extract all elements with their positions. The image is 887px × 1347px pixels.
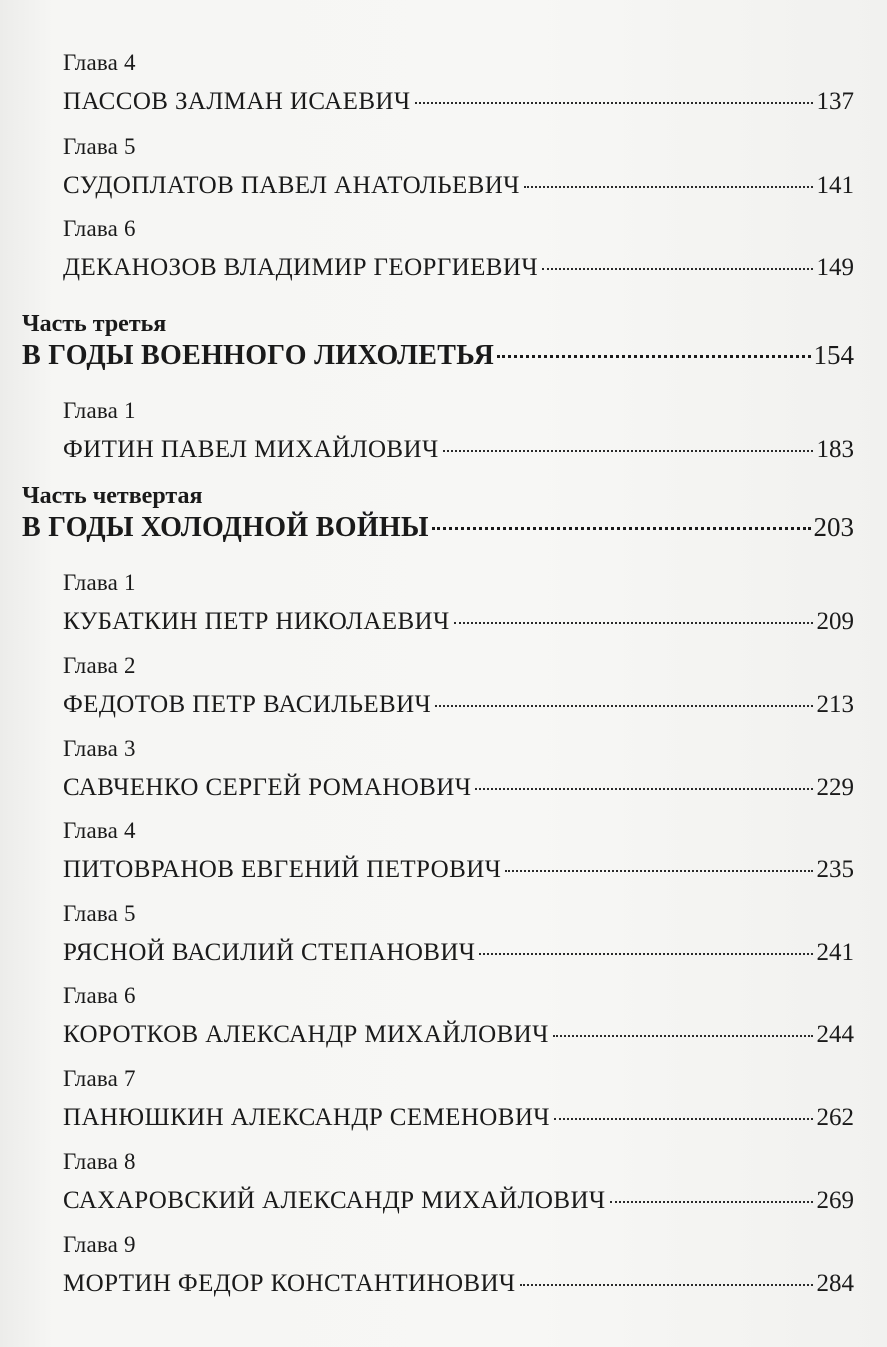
entry-title: САВЧЕНКО СЕРГЕЙ РОМАНОВИЧ bbox=[63, 774, 472, 801]
dot-leader bbox=[497, 355, 810, 358]
dot-leader bbox=[553, 1035, 813, 1037]
dot-leader bbox=[520, 1284, 813, 1286]
dot-leader bbox=[524, 186, 813, 188]
toc-entry[interactable] bbox=[63, 172, 854, 200]
page-number: 213 bbox=[816, 691, 854, 718]
chapter-label: Глава 7 bbox=[63, 1066, 136, 1091]
chapter-label: Глава 2 bbox=[63, 653, 136, 678]
toc-entry[interactable] bbox=[63, 436, 854, 464]
dot-leader bbox=[432, 527, 811, 530]
dot-leader bbox=[610, 1201, 813, 1203]
dot-leader bbox=[475, 788, 812, 790]
entry-title: ФИТИН ПАВЕЛ МИХАЙЛОВИЧ bbox=[63, 436, 439, 463]
page-number: 235 bbox=[816, 856, 854, 883]
entry-title: ФЕДОТОВ ПЕТР ВАСИЛЬЕВИЧ bbox=[63, 691, 432, 718]
page-number: 241 bbox=[816, 939, 854, 966]
page-number: 203 bbox=[813, 512, 854, 542]
entry-title: СУДОПЛАТОВ ПАВЕЛ АНАТОЛЬЕВИЧ bbox=[63, 172, 520, 199]
page-number: 269 bbox=[816, 1187, 854, 1214]
chapter-label: Глава 1 bbox=[63, 398, 136, 423]
toc-entry[interactable] bbox=[63, 939, 854, 967]
toc-entry[interactable] bbox=[63, 691, 854, 719]
dot-leader bbox=[479, 953, 812, 955]
page-number: 229 bbox=[816, 774, 854, 801]
dot-leader bbox=[454, 622, 813, 624]
entry-title: МОРТИН ФЕДОР КОНСТАНТИНОВИЧ bbox=[63, 1270, 516, 1297]
entry-title: ПАНЮШКИН АЛЕКСАНДР СЕМЕНОВИЧ bbox=[63, 1104, 550, 1131]
page-number: 262 bbox=[816, 1104, 854, 1131]
entry-title: КОРОТКОВ АЛЕКСАНДР МИХАЙЛОВИЧ bbox=[63, 1021, 549, 1048]
page-number: 244 bbox=[816, 1021, 854, 1048]
toc-entry[interactable] bbox=[63, 1270, 854, 1298]
entry-title: РЯСНОЙ ВАСИЛИЙ СТЕПАНОВИЧ bbox=[63, 939, 476, 966]
page-number: 209 bbox=[816, 608, 854, 635]
chapter-label: Глава 3 bbox=[63, 736, 136, 761]
dot-leader bbox=[505, 870, 812, 872]
chapter-label: Глава 1 bbox=[63, 570, 136, 595]
chapter-label: Глава 5 bbox=[63, 134, 136, 159]
chapter-label: Глава 6 bbox=[63, 216, 136, 241]
chapter-label: Глава 8 bbox=[63, 1149, 136, 1174]
toc-part-entry[interactable] bbox=[22, 340, 854, 372]
toc-entry[interactable] bbox=[63, 774, 854, 802]
dot-leader bbox=[435, 705, 812, 707]
toc-entry[interactable] bbox=[63, 856, 854, 884]
page-number: 183 bbox=[816, 436, 854, 463]
toc-entry[interactable] bbox=[63, 608, 854, 636]
entry-title: ДЕКАНОЗОВ ВЛАДИМИР ГЕОРГИЕВИЧ bbox=[63, 254, 538, 281]
page-number: 149 bbox=[816, 254, 854, 281]
part-title: В ГОДЫ ХОЛОДНОЙ ВОЙНЫ bbox=[22, 512, 429, 543]
dot-leader bbox=[415, 102, 813, 104]
entry-title: ПИТОВРАНОВ ЕВГЕНИЙ ПЕТРОВИЧ bbox=[63, 856, 502, 883]
chapter-label: Глава 6 bbox=[63, 983, 136, 1008]
chapter-label: Глава 4 bbox=[63, 50, 136, 75]
toc-entry[interactable] bbox=[63, 1104, 854, 1132]
dot-leader bbox=[542, 268, 813, 270]
page-number: 284 bbox=[816, 1270, 854, 1297]
chapter-label: Глава 4 bbox=[63, 818, 136, 843]
entry-title: ПАССОВ ЗАЛМАН ИСАЕВИЧ bbox=[63, 88, 411, 115]
chapter-label: Глава 9 bbox=[63, 1232, 136, 1257]
dot-leader bbox=[554, 1118, 813, 1120]
dot-leader bbox=[443, 450, 813, 452]
page-number: 141 bbox=[816, 172, 854, 199]
part-title: В ГОДЫ ВОЕННОГО ЛИХОЛЕТЬЯ bbox=[22, 340, 495, 371]
toc-entry[interactable] bbox=[63, 1021, 854, 1049]
entry-title: КУБАТКИН ПЕТР НИКОЛАЕВИЧ bbox=[63, 608, 450, 635]
toc-entry[interactable] bbox=[63, 254, 854, 282]
part-label: Часть третья bbox=[22, 311, 167, 337]
toc-entry[interactable] bbox=[63, 88, 854, 116]
part-label: Часть четвертая bbox=[22, 483, 203, 509]
page-number: 154 bbox=[813, 340, 854, 370]
entry-title: САХАРОВСКИЙ АЛЕКСАНДР МИХАЙЛОВИЧ bbox=[63, 1187, 606, 1214]
chapter-label: Глава 5 bbox=[63, 901, 136, 926]
toc-entry[interactable] bbox=[63, 1187, 854, 1215]
toc-part-entry[interactable] bbox=[22, 512, 854, 544]
page-number: 137 bbox=[816, 88, 854, 115]
